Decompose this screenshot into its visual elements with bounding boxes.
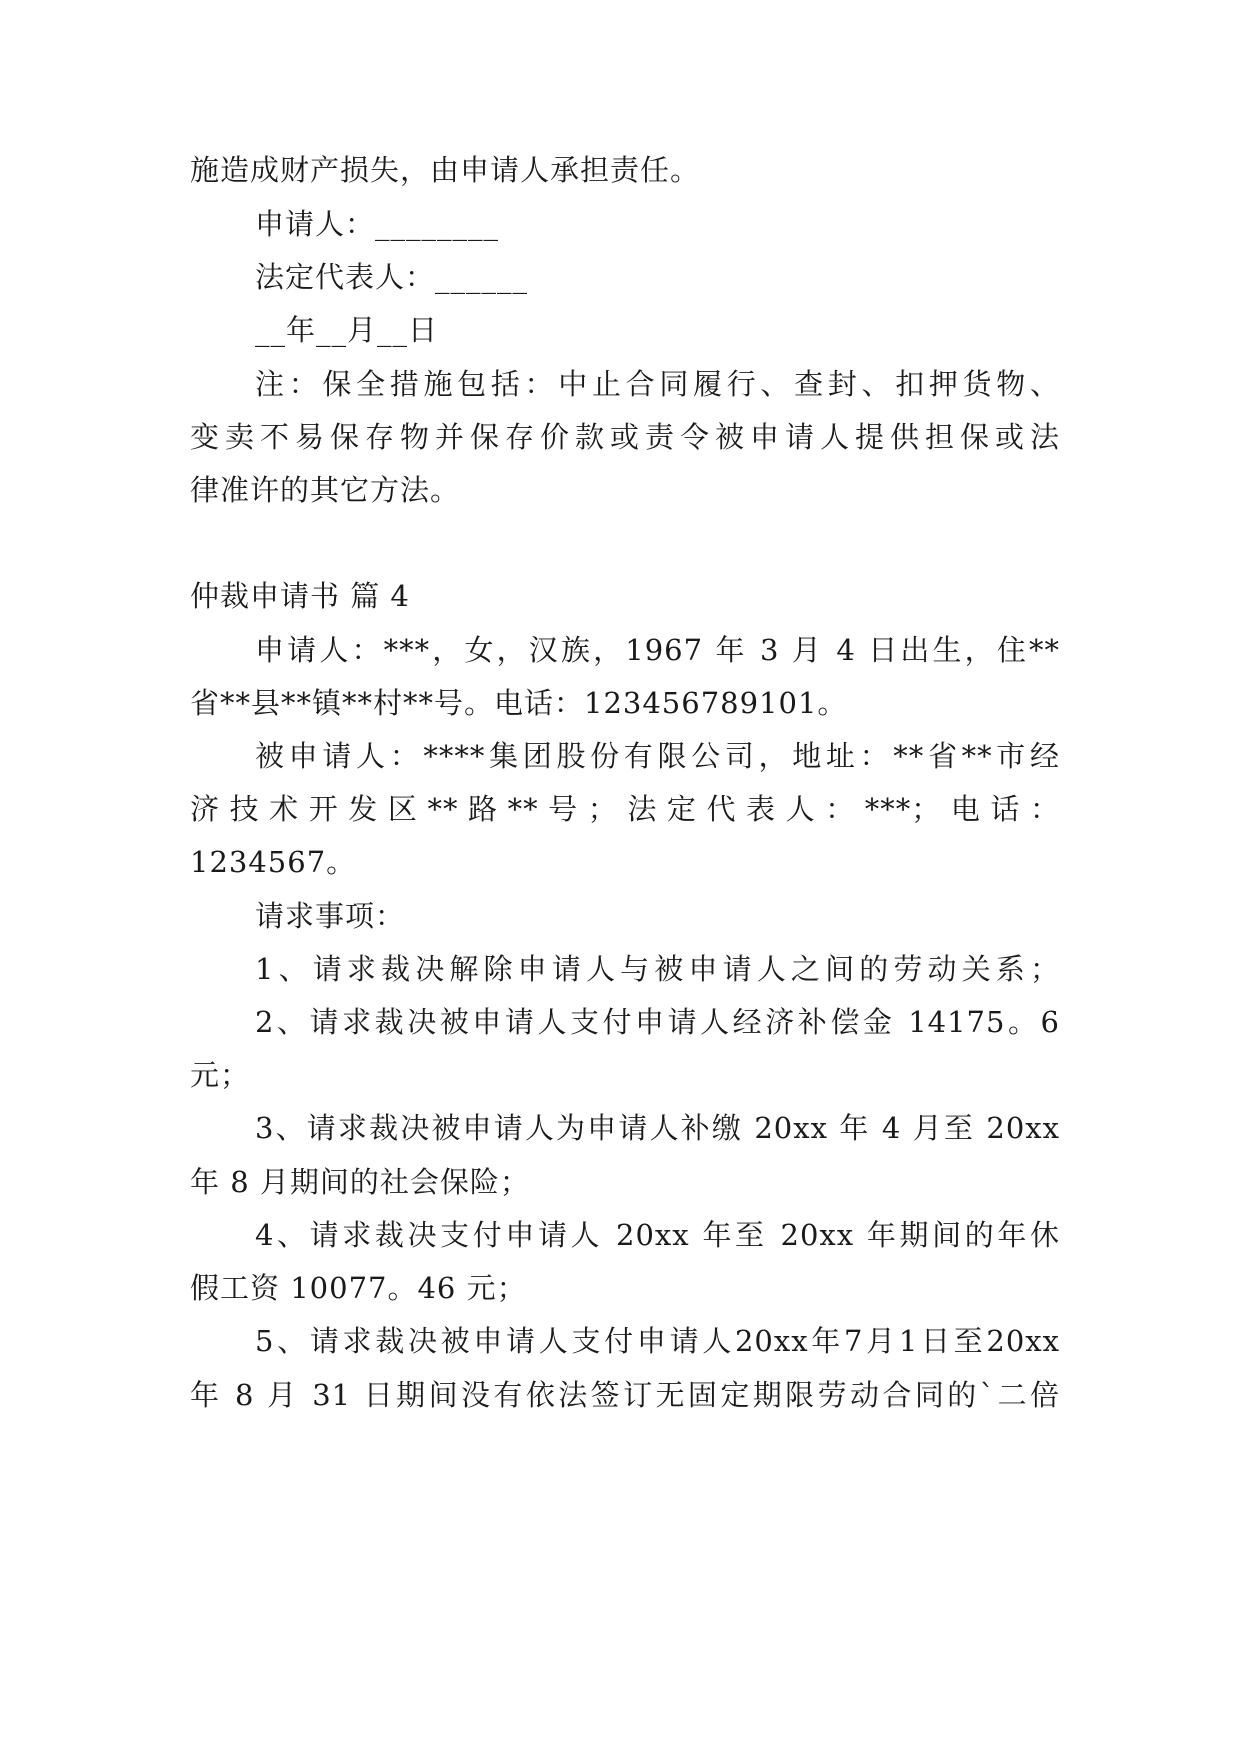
respondent-info-line: 济技术开发区**路**号；法定代表人：***；电话： xyxy=(190,792,1060,826)
request-item: 1、请求裁决解除申请人与被申请人之间的劳动关系； xyxy=(255,952,1060,986)
request-item: 5、请求裁决被申请人支付申请人20xx年7月1日至20xx xyxy=(255,1324,1060,1358)
respondent-info-line: 1234567。 xyxy=(190,845,357,879)
request-item: 假工资 10077。46 元； xyxy=(190,1271,527,1305)
section-title: 仲裁申请书 篇 4 xyxy=(190,579,410,613)
request-item: 4、请求裁决支付申请人 20xx 年至 20xx 年期间的年休 xyxy=(255,1218,1060,1252)
request-item: 年 8 月 31 日期间没有依法签订无固定期限劳动合同的`二倍 xyxy=(190,1378,1060,1412)
applicant-signature-line: 申请人：________ xyxy=(255,207,500,241)
request-item: 年 8 月期间的社会保险； xyxy=(190,1165,530,1199)
respondent-info-line: 被申请人：****集团股份有限公司，地址：**省**市经 xyxy=(255,739,1060,773)
note-line: 变卖不易保存物并保存价款或责令被申请人提供担保或法 xyxy=(190,420,1060,454)
applicant-info-line: 省**县**镇**村**号。电话：123456789101。 xyxy=(190,686,848,720)
text-line: 施造成财产损失，由申请人承担责任。 xyxy=(190,153,701,187)
requests-heading: 请求事项： xyxy=(255,899,406,933)
legal-rep-signature-line: 法定代表人：______ xyxy=(255,260,529,294)
request-item: 2、请求裁决被申请人支付申请人经济补偿金 14175。6 xyxy=(255,1005,1060,1039)
request-item: 元； xyxy=(190,1058,251,1092)
applicant-info-line: 申请人：***，女，汉族，1967 年 3 月 4 日出生，住** xyxy=(255,633,1060,667)
date-line: __年__月__日 xyxy=(255,313,439,347)
note-line: 注：保全措施包括：中止合同履行、查封、扣押货物、 xyxy=(255,367,1060,401)
note-line: 律准许的其它方法。 xyxy=(190,473,461,507)
request-item: 3、请求裁决被申请人为申请人补缴 20xx 年 4 月至 20xx xyxy=(255,1111,1060,1145)
